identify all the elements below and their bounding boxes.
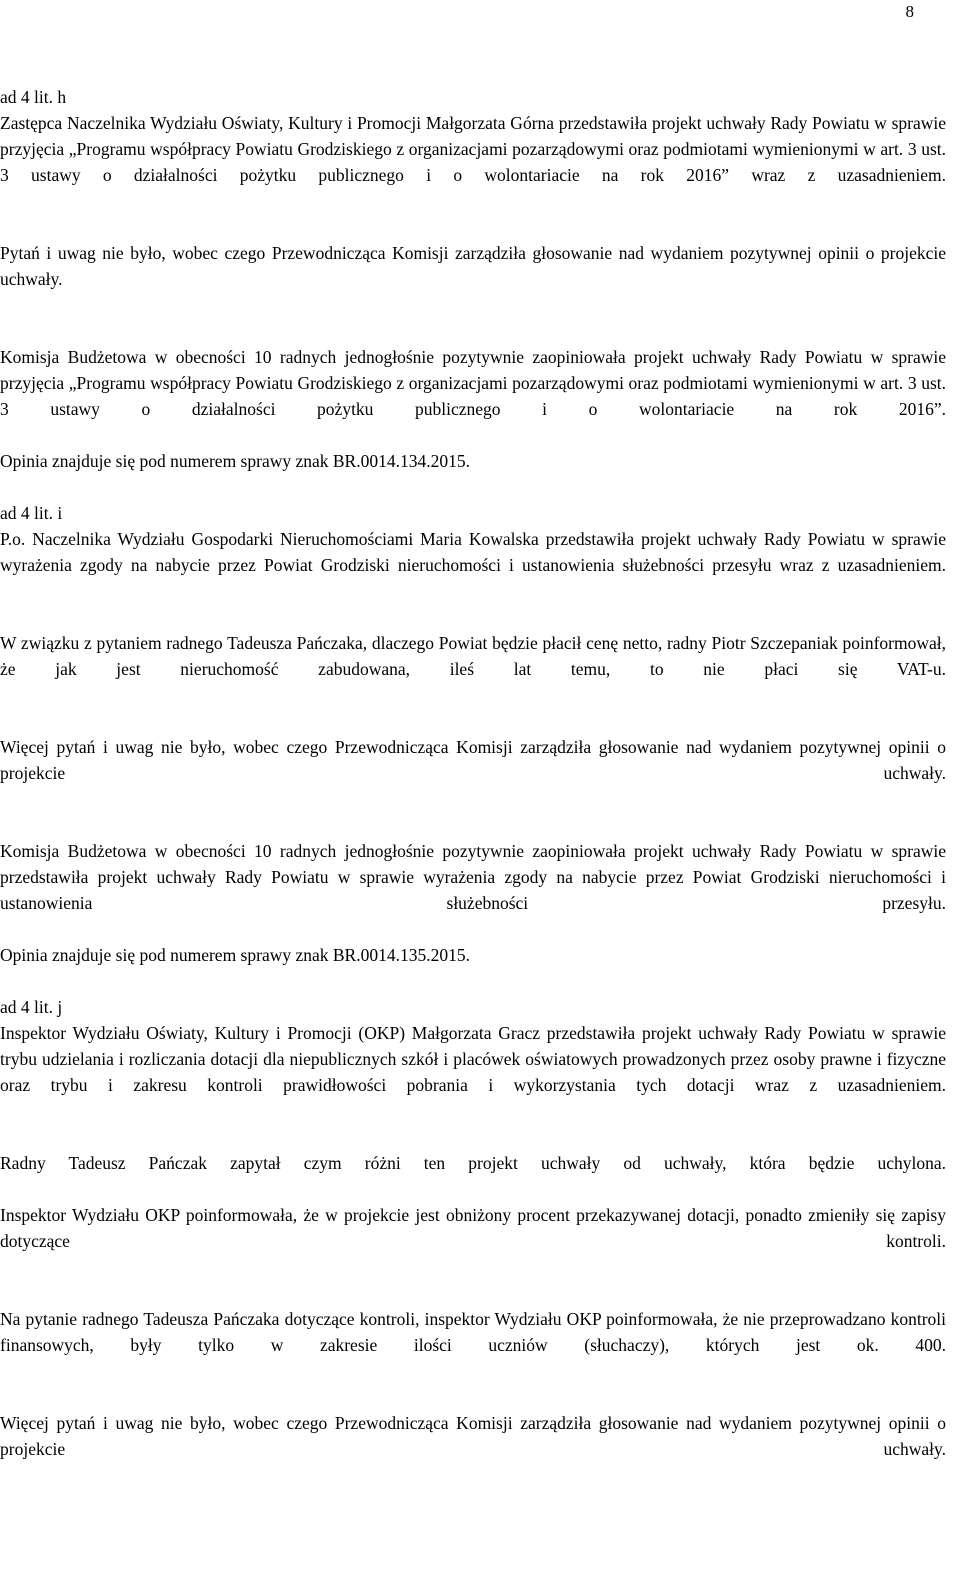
- opinion-reference-i: Opinia znajduje się pod numerem sprawy znak BR.0014.135.2015.: [0, 945, 470, 965]
- section-heading-ad-4-lit-i: ad 4 lit. i: [0, 503, 63, 523]
- section-heading-ad-4-lit-j: ad 4 lit. j: [0, 997, 63, 1017]
- paragraph-committee-opinion-h: Komisja Budżetowa w obecności 10 radnych jednogłośnie pozytywnie zaopiniowała projekt uchwały Rady Powiatu w sprawie przyjęcia „Programu współpracy Powiatu Grodziskiego z organizacjami pozarządowymi oraz podmiotami wymienionymi w art. 3 ust. 3 ustawy o działalności pożytku publicznego i o wolontariacie na rok 2016”.: [0, 347, 946, 419]
- paragraph-question-vat: W związku z pytaniem radnego Tadeusza Pańczaka, dlaczego Powiat będzie płacił cenę netto, radny Piotr Szczepaniak poinformował, że jak jest nieruchomość zabudowana, ileś lat temu, to nie płaci się VAT-u.: [0, 633, 946, 679]
- paragraph-no-questions-h: Pytań i uwag nie było, wobec czego Przewodnicząca Komisji zarządziła głosowanie nad wydaniem pozytywnej opinii o projekcie uchwały.: [0, 243, 946, 289]
- document-body: [0, 84, 946, 1488]
- paragraph-question-difference: Radny Tadeusz Pańczak zapytał czym różni ten projekt uchwały od uchwały, która będzie uchylona.: [0, 1153, 946, 1173]
- paragraph-draft-presentation-j: Inspektor Wydziału Oświaty, Kultury i Promocji (OKP) Małgorzata Gracz przedstawiła projekt uchwały Rady Powiatu w sprawie trybu udzielania i rozliczania dotacji dla niepublicznych szkół i placówek oświatowych prowadzonych przez osoby prawne i fizyczne oraz trybu i zakresu kontroli prawidłowości pobrania i wykorzystania tych dotacji wraz z uzasadnieniem.: [0, 1023, 946, 1095]
- section-heading-ad-4-lit-h: ad 4 lit. h: [0, 87, 67, 107]
- paragraph-draft-presentation-i: P.o. Naczelnika Wydziału Gospodarki Nieruchomościami Maria Kowalska przedstawiła projekt uchwały Rady Powiatu w sprawie wyrażenia zgody na nabycie przez Powiat Grodziski nieruchomości i ustanowienia służebności przesyłu wraz z uzasadnieniem.: [0, 529, 946, 575]
- paragraph-question-controls: Na pytanie radnego Tadeusza Pańczaka dotyczące kontroli, inspektor Wydziału OKP poinformowała, że nie przeprowadzano kontroli finansowych, były tylko w zakresie ilości uczniów (słuchaczy), których jest ok. 400.: [0, 1309, 946, 1355]
- page-number: 8: [905, 2, 914, 21]
- paragraph-answer-difference: Inspektor Wydziału OKP poinformowała, że w projekcie jest obniżony procent przekazywanej dotacji, ponadto zmieniły się zapisy dotyczące kontroli.: [0, 1205, 946, 1251]
- opinion-reference-h: Opinia znajduje się pod numerem sprawy znak BR.0014.134.2015.: [0, 451, 470, 471]
- paragraph-no-more-questions-i: Więcej pytań i uwag nie było, wobec czego Przewodnicząca Komisji zarządziła głosowanie nad wydaniem pozytywnej opinii o projekcie uchwały.: [0, 737, 946, 783]
- paragraph-no-more-questions-j: Więcej pytań i uwag nie było, wobec czego Przewodnicząca Komisji zarządziła głosowanie nad wydaniem pozytywnej opinii o projekcie uchwały.: [0, 1413, 946, 1459]
- paragraph-committee-opinion-i: Komisja Budżetowa w obecności 10 radnych jednogłośnie pozytywnie zaopiniowała projekt uchwały Rady Powiatu w sprawie przedstawiła projekt uchwały Rady Powiatu w sprawie wyrażenia zgody na nabycie przez Powiat Grodziski nieruchomości i ustanowienia służebności przesyłu.: [0, 841, 946, 913]
- paragraph-draft-presentation-h: Zastępca Naczelnika Wydziału Oświaty, Kultury i Promocji Małgorzata Górna przedstawiła projekt uchwały Rady Powiatu w sprawie przyjęcia „Programu współpracy Powiatu Grodziskiego z organizacjami pozarządowymi oraz podmiotami wymienionymi w art. 3 ust. 3 ustawy o działalności pożytku publicznego i o wolontariacie na rok 2016” wraz z uzasadnieniem.: [0, 113, 946, 185]
